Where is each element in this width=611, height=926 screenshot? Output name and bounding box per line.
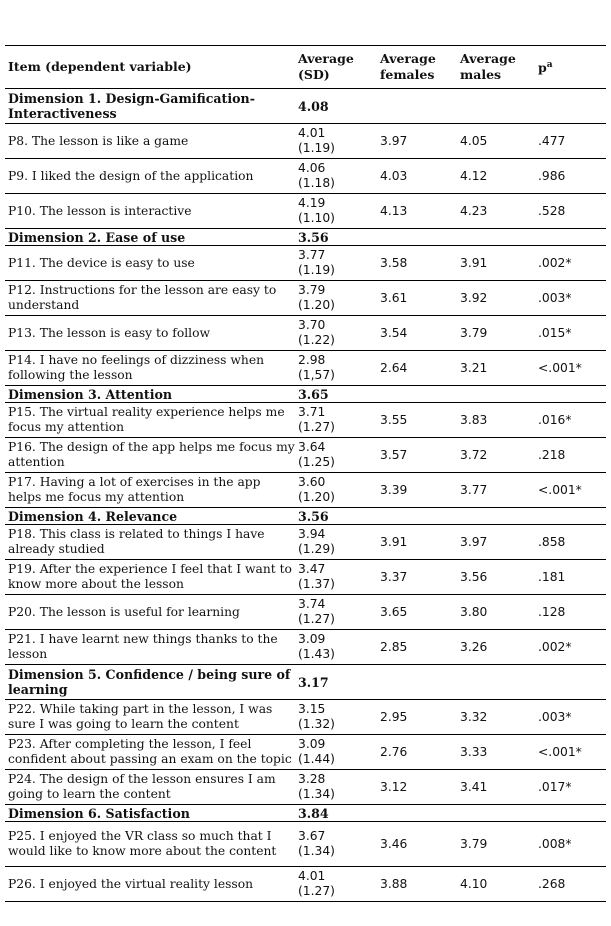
item-label: P16. The design of the app helps me focus my attention <box>5 438 295 473</box>
item-label: P25. I enjoyed the VR class so much that I would like to know more about the content <box>5 822 295 867</box>
empty-cell <box>535 89 606 124</box>
results-table-container <box>5 45 606 902</box>
item-average-males: 3.91 <box>457 246 535 281</box>
item-average: 3.47 <box>298 562 326 576</box>
header-males: Average males <box>457 46 535 89</box>
dimension-row <box>5 229 606 246</box>
item-sd: (1,57) <box>298 368 335 382</box>
item-average: 2.98 <box>298 353 326 367</box>
table-row <box>5 351 606 386</box>
item-p-value: .128 <box>535 595 606 630</box>
item-p-value: .528 <box>535 194 606 229</box>
item-label: P12. Instructions for the lesson are easy to understand <box>5 281 295 316</box>
empty-cell <box>377 508 457 525</box>
dimension-label: Dimension 1. Design-Gamification-Interactiveness <box>5 89 295 124</box>
item-average-females: 3.37 <box>377 560 457 595</box>
item-average-sd <box>295 351 377 386</box>
results-table <box>5 45 606 902</box>
item-sd: (1.29) <box>298 542 335 556</box>
item-average: 3.09 <box>298 737 326 751</box>
item-average-males: 3.77 <box>457 473 535 508</box>
item-average-sd <box>295 595 377 630</box>
item-average-males: 3.32 <box>457 700 535 735</box>
item-average-males: 3.83 <box>457 403 535 438</box>
item-average-sd <box>295 194 377 229</box>
item-average-sd <box>295 735 377 770</box>
item-sd: (1.34) <box>298 844 335 858</box>
item-average: 4.19 <box>298 196 326 210</box>
item-p-value: <.001* <box>535 473 606 508</box>
item-average-females: 3.57 <box>377 438 457 473</box>
item-p-value: .268 <box>535 867 606 902</box>
item-p-value: .218 <box>535 438 606 473</box>
table-row <box>5 525 606 560</box>
item-average-females: 3.91 <box>377 525 457 560</box>
item-label: P19. After the experience I feel that I want to know more about the lesson <box>5 560 295 595</box>
empty-cell <box>535 665 606 700</box>
empty-cell <box>377 665 457 700</box>
item-sd: (1.10) <box>298 211 335 225</box>
table-row <box>5 867 606 902</box>
dimension-label: Dimension 6. Satisfaction <box>5 805 295 822</box>
item-average-males: 3.26 <box>457 630 535 665</box>
dimension-label: Dimension 5. Confidence / being sure of learning <box>5 665 295 700</box>
item-average-sd <box>295 700 377 735</box>
item-sd: (1.22) <box>298 333 335 347</box>
item-label: P23. After completing the lesson, I feel confident about passing an exam on the topic <box>5 735 295 770</box>
item-p-value: .003* <box>535 281 606 316</box>
item-average: 3.60 <box>298 475 326 489</box>
item-average-sd <box>295 630 377 665</box>
item-p-value: .858 <box>535 525 606 560</box>
item-average-sd <box>295 246 377 281</box>
item-sd: (1.44) <box>298 752 335 766</box>
item-average-females: 2.64 <box>377 351 457 386</box>
item-average-females: 3.55 <box>377 403 457 438</box>
item-average-females: 3.97 <box>377 124 457 159</box>
empty-cell <box>457 805 535 822</box>
item-average-sd <box>295 438 377 473</box>
table-row <box>5 630 606 665</box>
table-body <box>5 89 606 902</box>
item-average-sd <box>295 281 377 316</box>
header-average: Average (SD) <box>295 46 377 89</box>
item-average-males: 3.97 <box>457 525 535 560</box>
dimension-row <box>5 508 606 525</box>
header-row <box>5 46 606 89</box>
item-label: P22. While taking part in the lesson, I was sure I was going to learn the content <box>5 700 295 735</box>
item-p-value: .002* <box>535 246 606 281</box>
item-average-males: 4.12 <box>457 159 535 194</box>
item-label: P10. The lesson is interactive <box>5 194 295 229</box>
empty-cell <box>535 386 606 403</box>
empty-cell <box>535 229 606 246</box>
item-average-males: 4.23 <box>457 194 535 229</box>
item-p-value: .003* <box>535 700 606 735</box>
item-average-sd <box>295 525 377 560</box>
table-row <box>5 194 606 229</box>
item-average-males: 3.92 <box>457 281 535 316</box>
item-label: P14. I have no feelings of dizziness when following the lesson <box>5 351 295 386</box>
table-row <box>5 124 606 159</box>
item-sd: (1.20) <box>298 298 335 312</box>
item-average-sd <box>295 403 377 438</box>
item-p-value: .002* <box>535 630 606 665</box>
item-average-males: 3.33 <box>457 735 535 770</box>
empty-cell <box>457 508 535 525</box>
item-average-females: 4.03 <box>377 159 457 194</box>
empty-cell <box>377 89 457 124</box>
header-item: Item (dependent variable) <box>5 46 295 89</box>
table-row <box>5 246 606 281</box>
item-sd: (1.20) <box>298 490 335 504</box>
item-p-value: .017* <box>535 770 606 805</box>
item-label: P20. The lesson is useful for learning <box>5 595 295 630</box>
item-average: 3.77 <box>298 248 326 262</box>
dimension-label: Dimension 4. Relevance <box>5 508 295 525</box>
item-average-females: 4.13 <box>377 194 457 229</box>
item-p-value: .477 <box>535 124 606 159</box>
item-average: 4.06 <box>298 161 326 175</box>
dimension-label: Dimension 2. Ease of use <box>5 229 295 246</box>
item-average-females: 2.76 <box>377 735 457 770</box>
item-label: P13. The lesson is easy to follow <box>5 316 295 351</box>
item-average-sd <box>295 316 377 351</box>
item-label: P21. I have learnt new things thanks to the lesson <box>5 630 295 665</box>
header-p <box>535 46 606 89</box>
empty-cell <box>535 805 606 822</box>
item-average-sd <box>295 867 377 902</box>
item-average-males: 3.56 <box>457 560 535 595</box>
item-average-males: 3.80 <box>457 595 535 630</box>
item-average-males: 3.72 <box>457 438 535 473</box>
item-average-females: 3.54 <box>377 316 457 351</box>
item-sd: (1.19) <box>298 263 335 277</box>
dimension-average: 3.56 <box>295 229 377 246</box>
item-average-females: 3.65 <box>377 595 457 630</box>
item-label: P11. The device is easy to use <box>5 246 295 281</box>
item-average-males: 3.41 <box>457 770 535 805</box>
item-p-value: .008* <box>535 822 606 867</box>
item-average-males: 3.79 <box>457 316 535 351</box>
item-p-value: .015* <box>535 316 606 351</box>
item-label: P15. The virtual reality experience helps me focus my attention <box>5 403 295 438</box>
dimension-row <box>5 665 606 700</box>
empty-cell <box>377 386 457 403</box>
item-sd: (1.27) <box>298 420 335 434</box>
table-row <box>5 595 606 630</box>
item-average-sd <box>295 822 377 867</box>
table-row <box>5 770 606 805</box>
item-sd: (1.34) <box>298 787 335 801</box>
item-average-sd <box>295 473 377 508</box>
table-row <box>5 560 606 595</box>
empty-cell <box>457 665 535 700</box>
item-label: P18. This class is related to things I have already studied <box>5 525 295 560</box>
item-sd: (1.37) <box>298 577 335 591</box>
empty-cell <box>377 805 457 822</box>
item-average: 4.01 <box>298 126 326 140</box>
item-p-value: <.001* <box>535 351 606 386</box>
item-average-females: 3.39 <box>377 473 457 508</box>
item-label: P17. Having a lot of exercises in the app helps me focus my attention <box>5 473 295 508</box>
empty-cell <box>457 229 535 246</box>
item-p-value: .986 <box>535 159 606 194</box>
item-average: 3.15 <box>298 702 326 716</box>
item-average-females: 2.85 <box>377 630 457 665</box>
item-average-females: 3.88 <box>377 867 457 902</box>
item-average-sd <box>295 159 377 194</box>
item-average-sd <box>295 124 377 159</box>
item-sd: (1.25) <box>298 455 335 469</box>
item-average-females: 3.12 <box>377 770 457 805</box>
item-sd: (1.19) <box>298 141 335 155</box>
item-average-sd <box>295 560 377 595</box>
item-average-females: 3.58 <box>377 246 457 281</box>
dimension-average: 3.56 <box>295 508 377 525</box>
item-sd: (1.27) <box>298 884 335 898</box>
item-average-males: 3.79 <box>457 822 535 867</box>
dimension-average: 4.08 <box>295 89 377 124</box>
item-average: 3.09 <box>298 632 326 646</box>
table-row <box>5 438 606 473</box>
header-p-superscript: a <box>546 60 553 71</box>
dimension-row <box>5 89 606 124</box>
item-average: 3.28 <box>298 772 326 786</box>
empty-cell <box>535 508 606 525</box>
dimension-average: 3.84 <box>295 805 377 822</box>
table-row <box>5 159 606 194</box>
item-average: 3.70 <box>298 318 326 332</box>
item-label: P8. The lesson is like a game <box>5 124 295 159</box>
item-average-females: 3.46 <box>377 822 457 867</box>
empty-cell <box>377 229 457 246</box>
item-average: 3.67 <box>298 829 326 843</box>
item-p-value: .016* <box>535 403 606 438</box>
item-p-value: <.001* <box>535 735 606 770</box>
table-row <box>5 281 606 316</box>
dimension-row <box>5 805 606 822</box>
item-average-females: 3.61 <box>377 281 457 316</box>
dimension-row <box>5 386 606 403</box>
item-label: P24. The design of the lesson ensures I am going to learn the content <box>5 770 295 805</box>
header-p-label: p <box>538 60 547 76</box>
item-average-males: 4.10 <box>457 867 535 902</box>
table-row <box>5 473 606 508</box>
item-sd: (1.32) <box>298 717 335 731</box>
item-average-males: 4.05 <box>457 124 535 159</box>
table-row <box>5 403 606 438</box>
table-row <box>5 822 606 867</box>
dimension-label: Dimension 3. Attention <box>5 386 295 403</box>
item-average-females: 2.95 <box>377 700 457 735</box>
item-p-value: .181 <box>535 560 606 595</box>
item-label: P26. I enjoyed the virtual reality lesson <box>5 867 295 902</box>
item-label: P9. I liked the design of the application <box>5 159 295 194</box>
item-average-sd <box>295 770 377 805</box>
item-average: 3.71 <box>298 405 326 419</box>
header-females: Average females <box>377 46 457 89</box>
empty-cell <box>457 89 535 124</box>
table-row <box>5 735 606 770</box>
item-sd: (1.43) <box>298 647 335 661</box>
table-row <box>5 316 606 351</box>
dimension-average: 3.17 <box>295 665 377 700</box>
item-average: 3.94 <box>298 527 326 541</box>
empty-cell <box>457 386 535 403</box>
dimension-average: 3.65 <box>295 386 377 403</box>
item-average: 3.79 <box>298 283 326 297</box>
item-sd: (1.27) <box>298 612 335 626</box>
table-row <box>5 700 606 735</box>
item-average: 3.74 <box>298 597 326 611</box>
item-sd: (1.18) <box>298 176 335 190</box>
item-average-males: 3.21 <box>457 351 535 386</box>
item-average: 4.01 <box>298 869 326 883</box>
item-average: 3.64 <box>298 440 326 454</box>
